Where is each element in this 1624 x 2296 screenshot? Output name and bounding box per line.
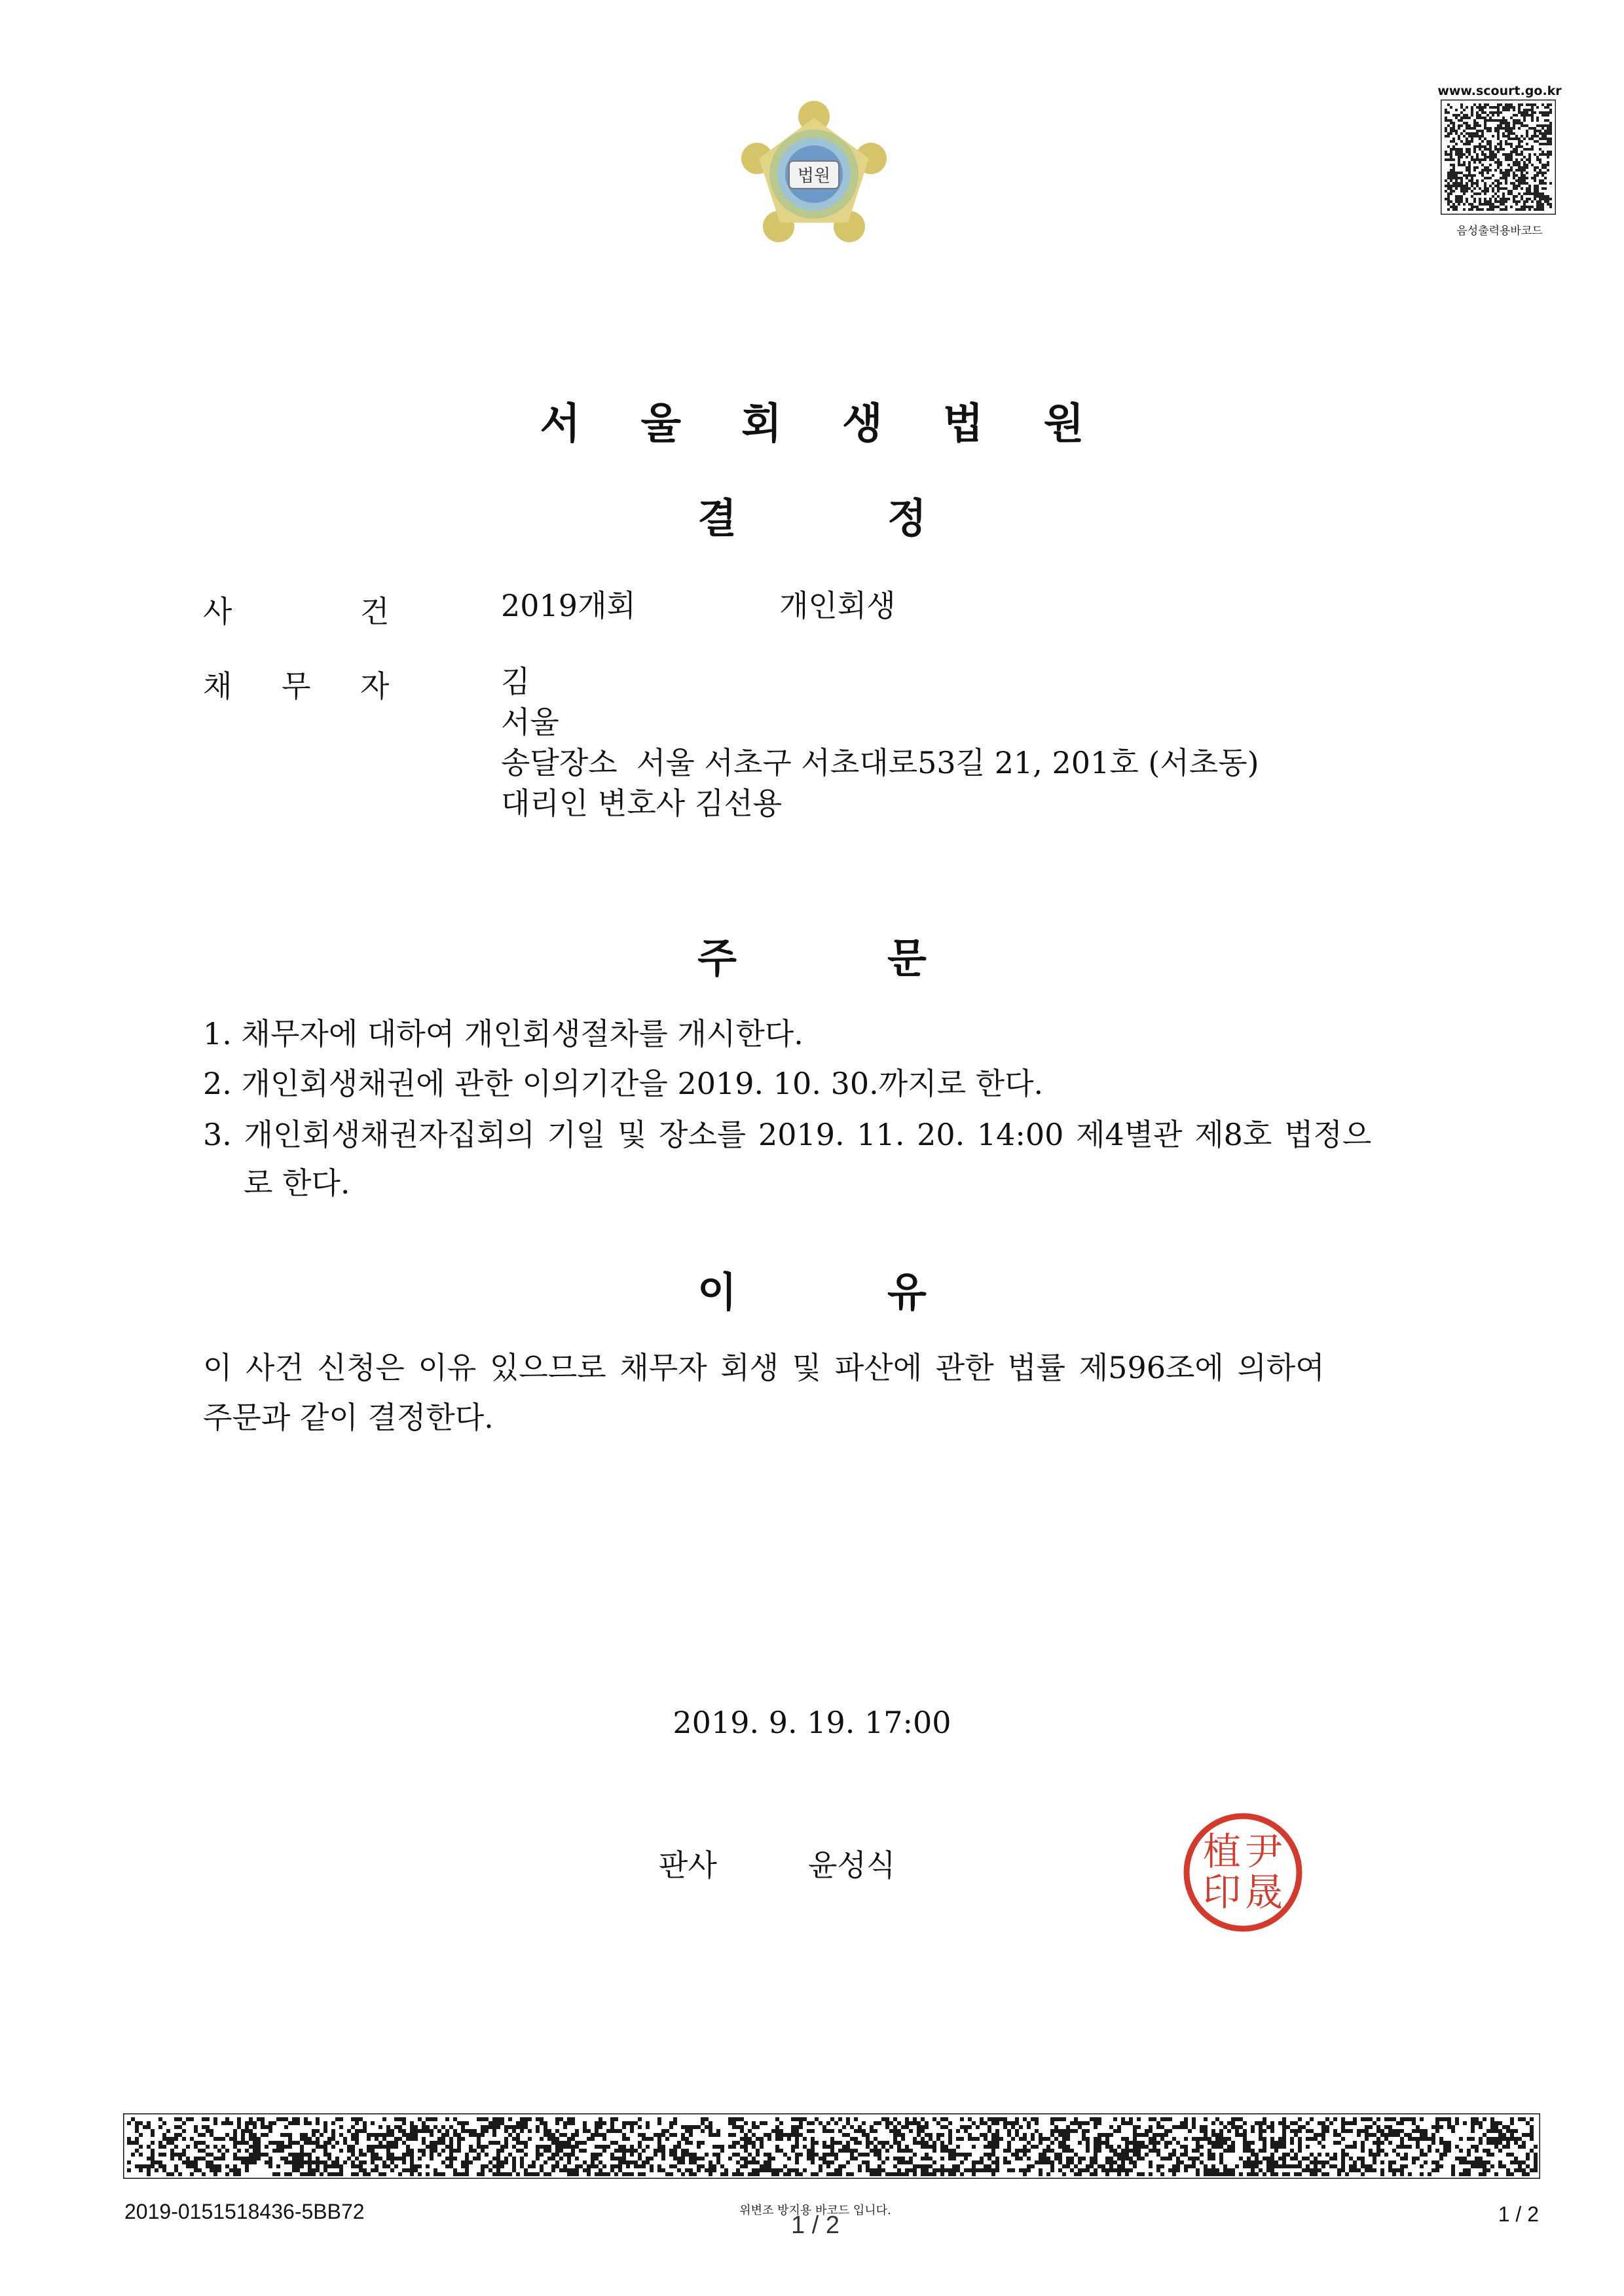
order-heading-char: 주 [697, 934, 737, 982]
page-number: 1 / 2 [1498, 2202, 1539, 2226]
judge-title: 판사 [659, 1848, 717, 1883]
order-item-continuation: 로 한다. [244, 1165, 350, 1201]
court-name-char: 생 [842, 400, 883, 448]
order-item: 2. 개인회생채권에 관한 이의기간을 2019. 10. 30.까지로 한다. [203, 1066, 1044, 1101]
case-number: 2019개회 [501, 588, 636, 623]
debtor-label-char: 채 [203, 668, 232, 704]
court-name [0, 390, 1624, 450]
decision-date: 2019. 9. 19. 17:00 [673, 1705, 951, 1740]
order-item: 3. 개인회생채권자집회의 기일 및 장소를 2019. 11. 20. 14:00 제4별관 제8호 법정으 [203, 1117, 1372, 1152]
document-type [0, 486, 1624, 544]
reason-heading-char: 이 [697, 1268, 737, 1316]
court-emblem [735, 98, 893, 255]
case-label-char: 건 [360, 594, 390, 629]
anti-forgery-barcode [123, 2113, 1540, 2179]
reason-heading-char: 유 [887, 1268, 927, 1316]
order-item: 1. 채무자에 대하여 개인회생절차를 개시한다. [203, 1016, 803, 1051]
case-label-char: 사 [203, 594, 232, 629]
document-type-char: 결 [697, 494, 737, 542]
qr-url: www.scourt.go.kr [1437, 84, 1562, 98]
judge-seal [1177, 1807, 1308, 1938]
svg-text:植: 植 [1202, 1829, 1242, 1874]
debtor-address: 서울 [501, 704, 559, 740]
judge-name: 윤성식 [808, 1848, 896, 1883]
court-name-char: 법 [942, 400, 984, 448]
document-id: 2019-0151518436-5BB72 [124, 2200, 365, 2223]
court-name-char: 원 [1043, 400, 1084, 448]
delivery-address: 송달장소 서울 서초구 서초대로53길 21, 201호 (서초동) [501, 745, 1259, 780]
qr-code [1441, 100, 1556, 215]
debtor-label-char: 자 [360, 668, 390, 704]
court-name-char: 회 [741, 400, 782, 448]
court-name-char: 서 [540, 400, 581, 448]
debtor-name: 김 [501, 664, 530, 699]
svg-text:晟: 晟 [1244, 1870, 1283, 1914]
reason-heading [0, 1260, 1624, 1318]
debtor-label-char: 무 [282, 668, 311, 704]
court-name-char: 울 [640, 400, 682, 448]
reason-text: 주문과 같이 결정한다. [203, 1400, 494, 1435]
case-name: 개인회생 [779, 588, 896, 623]
document-type-char: 정 [887, 494, 927, 542]
svg-text:印: 印 [1202, 1870, 1242, 1914]
barcode-caption: 위변조 방지용 바코드 입니다. [739, 2204, 891, 2217]
svg-text:尹: 尹 [1244, 1829, 1283, 1874]
qr-caption: 음성출력용바코드 [1456, 225, 1543, 238]
reason-text: 이 사건 신청은 이유 있으므로 채무자 회생 및 파산에 관한 법률 제596조에 의하여 [203, 1350, 1325, 1385]
order-heading-char: 문 [887, 934, 927, 982]
order-heading [0, 926, 1624, 984]
page-number-center: 1 / 2 [791, 2212, 840, 2239]
emblem-label: 법원 [797, 166, 831, 186]
debtor-agent: 대리인 변호사 김선용 [501, 786, 783, 821]
